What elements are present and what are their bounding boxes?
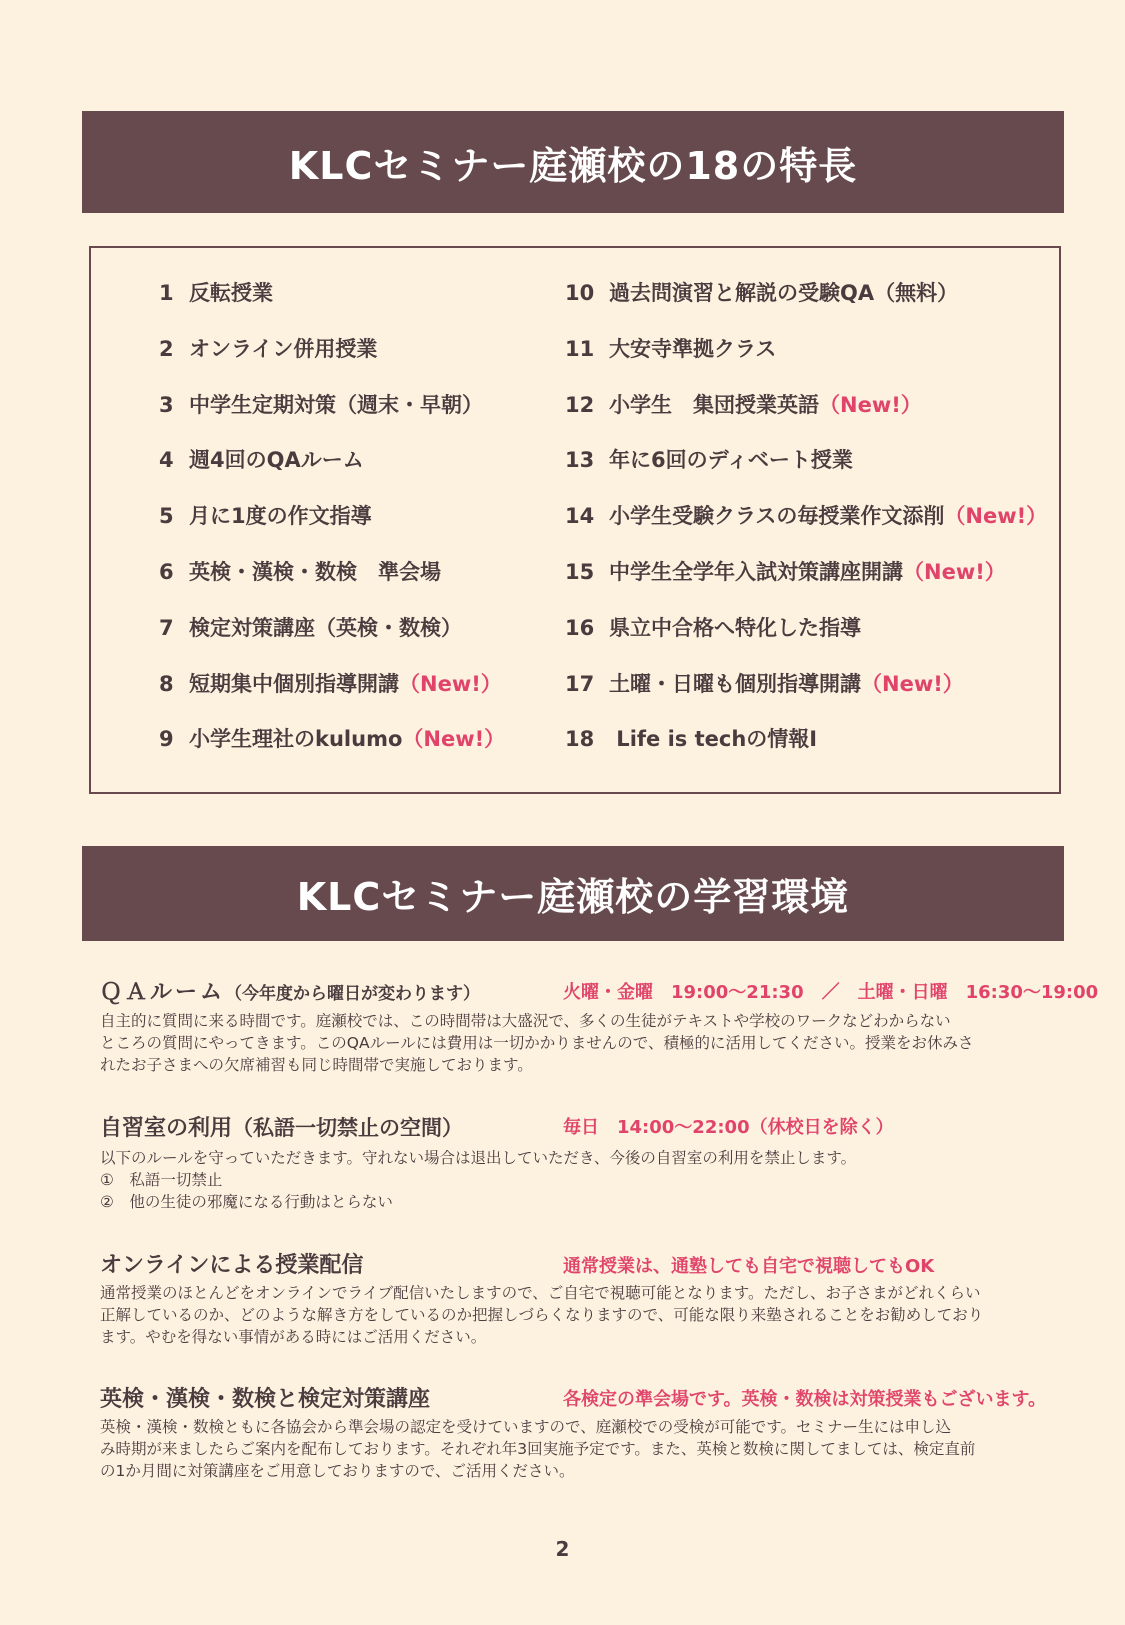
features-title: KLCセミナー庭瀬校の18の特長 bbox=[288, 143, 858, 188]
study-room-subtitle: （私語一切禁止の空間） bbox=[232, 1116, 464, 1140]
qa-room-title bbox=[100, 975, 480, 1006]
feature-text: 検定対策講座（英検・数検） bbox=[189, 615, 462, 640]
feature-number: 9 bbox=[159, 727, 174, 752]
qa-room-description bbox=[100, 1010, 1055, 1076]
feature-number: 15 bbox=[565, 560, 595, 584]
feature-number: 6 bbox=[159, 560, 174, 584]
feature-item bbox=[565, 333, 776, 363]
qa-room-line: れたお子さまへの欠席補習も同じ時間帯で実施しております。 bbox=[100, 1056, 533, 1074]
feature-item bbox=[565, 668, 964, 698]
online-note: 通常授業は、通塾しても自宅で視聴してもOK bbox=[563, 1256, 935, 1277]
new-badge: （New!） bbox=[944, 504, 1048, 529]
study-room-rule: ② 他の生徒の邪魔になる行動はとらない bbox=[100, 1193, 393, 1211]
feature-text: 中学生定期対策（週末・早朝） bbox=[189, 392, 483, 417]
qa-room-line: ところの質問にやってきます。このQAルールには費用は一切かかりませんので、積極的に活用してください。授業をお休みさ bbox=[100, 1034, 974, 1052]
exam-description bbox=[100, 1416, 1055, 1482]
feature-number: 4 bbox=[159, 448, 174, 473]
study-room-description bbox=[100, 1147, 1055, 1213]
exam-note: 各検定の準会場です。英検・数検は対策授業もございます。 bbox=[563, 1389, 1047, 1410]
environment-banner bbox=[82, 846, 1064, 941]
new-badge: （New!） bbox=[861, 671, 964, 696]
feature-text: 反転授業 bbox=[189, 281, 273, 305]
page-number: 2 bbox=[555, 1537, 570, 1561]
exam-title: 英検・漢検・数検と検定対策講座 bbox=[100, 1387, 431, 1412]
qa-room-schedule: 火曜・金曜 19:00～21:30 ／ 土曜・日曜 16:30～19:00 bbox=[563, 982, 1099, 1003]
features-list-box bbox=[89, 246, 1061, 794]
exam-line: 英検・漢検・数検ともに各協会から準会場の認定を受けていますので、庭瀬校での受検が可能です。セミナー生には申し込 bbox=[100, 1418, 951, 1436]
feature-text: Life is techの情報Ⅰ bbox=[609, 727, 818, 752]
feature-text: 月に1度の作文指導 bbox=[189, 504, 372, 529]
new-badge: （New!） bbox=[399, 671, 502, 696]
features-banner bbox=[82, 111, 1064, 213]
feature-number: 1 bbox=[159, 281, 174, 305]
online-description bbox=[100, 1282, 1055, 1348]
feature-item bbox=[565, 723, 817, 753]
online-title: オンラインによる授業配信 bbox=[100, 1253, 364, 1278]
study-room-line: 以下のルールを守っていただきます。守れない場合は退出していただき、今後の自習室の利用を禁止します。 bbox=[100, 1149, 857, 1167]
feature-text: 過去問演習と解説の受験QA（無料） bbox=[609, 281, 959, 305]
study-room-schedule: 毎日 14:00～22:00（休校日を除く） bbox=[563, 1117, 894, 1138]
feature-text: 中学生全学年入試対策講座開講 bbox=[609, 560, 903, 584]
feature-number: 7 bbox=[159, 615, 174, 640]
online-line: ます。やむを得ない事情がある時にはご活用ください。 bbox=[100, 1328, 487, 1346]
feature-item bbox=[159, 500, 372, 530]
new-badge: （New!） bbox=[903, 560, 1006, 584]
new-badge: （New!） bbox=[402, 727, 506, 752]
feature-text: 英検・漢検・数検 準会場 bbox=[189, 560, 441, 584]
exam-line: の1か月間に対策講座をご用意しておりますので、ご活用ください。 bbox=[100, 1462, 575, 1480]
feature-number: 5 bbox=[159, 504, 174, 529]
study-room-heading: 自習室の利用 bbox=[100, 1116, 233, 1141]
feature-item bbox=[565, 556, 1006, 586]
feature-text: 小学生受験クラスの毎授業作文添削 bbox=[609, 504, 945, 529]
feature-number: 18 bbox=[565, 727, 595, 752]
feature-number: 13 bbox=[565, 448, 595, 473]
feature-item bbox=[159, 277, 273, 307]
feature-number: 12 bbox=[565, 392, 595, 417]
feature-item bbox=[159, 612, 462, 642]
feature-item bbox=[565, 500, 1047, 530]
qa-room-heading: ＱＡルーム bbox=[100, 980, 226, 1005]
study-room-title bbox=[100, 1111, 463, 1142]
feature-text: 大安寺準拠クラス bbox=[609, 336, 777, 361]
feature-item bbox=[159, 668, 502, 698]
feature-number: 8 bbox=[159, 671, 174, 696]
feature-number: 16 bbox=[565, 615, 595, 640]
feature-number: 3 bbox=[159, 392, 174, 417]
feature-text: オンライン併用授業 bbox=[189, 336, 378, 361]
feature-item bbox=[159, 444, 364, 474]
study-room-rule: ① 私語一切禁止 bbox=[100, 1171, 223, 1189]
feature-item bbox=[565, 277, 958, 307]
feature-number: 2 bbox=[159, 336, 174, 361]
feature-item bbox=[565, 444, 853, 474]
feature-number: 14 bbox=[565, 504, 595, 529]
feature-item bbox=[159, 389, 483, 419]
qa-room-subtitle: （今年度から曜日が変わります） bbox=[225, 984, 481, 1004]
online-line: 通常授業のほとんどをオンラインでライブ配信いたしますので、ご自宅で視聴可能となります。ただし、お子さまがどれくらい bbox=[100, 1284, 981, 1302]
new-badge: （New!） bbox=[819, 392, 922, 417]
feature-text: 土曜・日曜も個別指導開講 bbox=[609, 671, 861, 696]
feature-item bbox=[565, 389, 922, 419]
feature-text: 週4回のQAルーム bbox=[189, 448, 364, 473]
online-line: 正解しているのか、どのような解き方をしているのか把握しづらくなりますので、可能な限り来塾されることをお勧めしており bbox=[100, 1306, 984, 1324]
feature-item bbox=[565, 612, 861, 642]
exam-line: み時期が来ましたらご案内を配布しております。それぞれ年3回実施予定です。また、英検と数検に関してましては、検定直前 bbox=[100, 1440, 976, 1458]
feature-item bbox=[159, 556, 441, 586]
feature-number: 11 bbox=[565, 336, 595, 361]
feature-text: 県立中合格へ特化した指導 bbox=[609, 615, 861, 640]
feature-text: 短期集中個別指導開講 bbox=[189, 671, 399, 696]
feature-text: 小学生理社のkulumo bbox=[189, 727, 403, 752]
feature-number: 17 bbox=[565, 671, 595, 696]
feature-number: 10 bbox=[565, 281, 595, 305]
qa-room-line: 自主的に質問に来る時間です。庭瀬校では、この時間帯は大盛況で、多くの生徒がテキストや学校のワークなどわからない bbox=[100, 1012, 951, 1030]
environment-title: KLCセミナー庭瀬校の学習環境 bbox=[296, 875, 850, 919]
feature-item bbox=[159, 333, 377, 363]
feature-text: 年に6回のディベート授業 bbox=[609, 448, 853, 473]
feature-item bbox=[159, 723, 505, 753]
feature-text: 小学生 集団授業英語 bbox=[609, 392, 819, 417]
